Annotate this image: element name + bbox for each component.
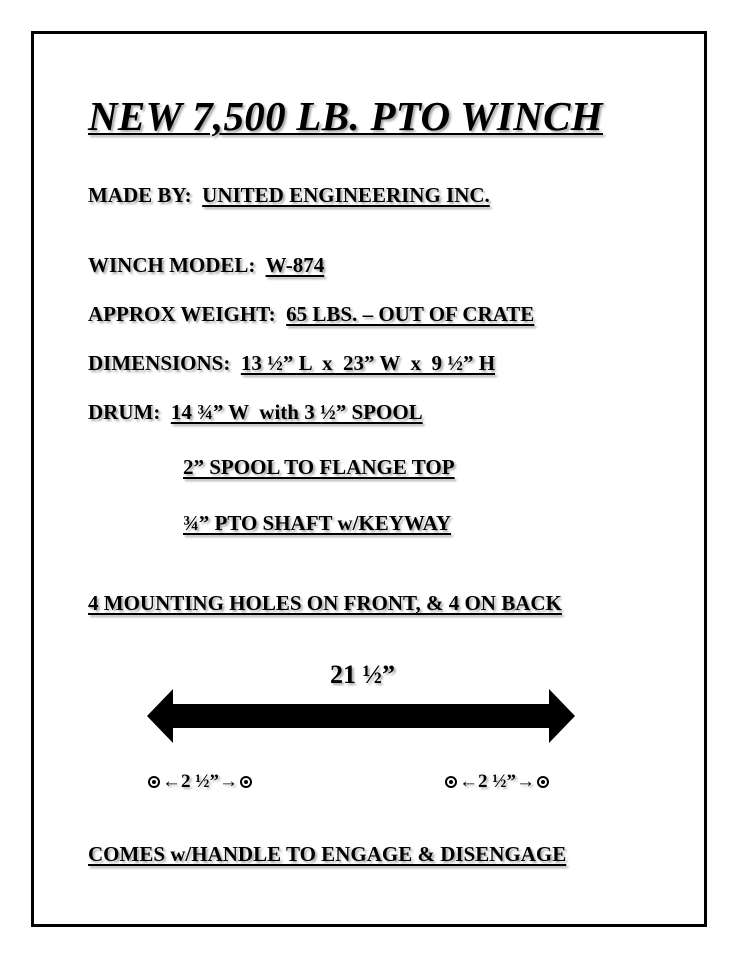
model-line (88, 253, 324, 278)
drum-pto-shaft: ¾” PTO SHAFT w/KEYWAY (183, 511, 452, 535)
left-hole-spacing (146, 771, 254, 793)
made-by-value: UNITED ENGINEERING INC. (202, 183, 490, 207)
dimensions-value: 13 ½” L x 23” W x 9 ½” H (240, 351, 496, 375)
drum-line (88, 400, 423, 425)
hole-icon (148, 776, 160, 788)
double-arrow-icon (147, 689, 575, 743)
dimensions-label: DIMENSIONS: (88, 351, 231, 375)
drum-label: DRUM: (88, 400, 161, 424)
right-hole-spacing (443, 771, 551, 793)
footer-note: COMES w/HANDLE TO ENGAGE & DISENGAGE (88, 842, 567, 866)
overall-width-label: 21 ½” (330, 660, 395, 689)
weight-label: APPROX WEIGHT: (88, 302, 276, 326)
model-label: WINCH MODEL: (88, 253, 256, 277)
hole-icon (445, 776, 457, 788)
model-value: W-874 (265, 253, 325, 277)
drum-value: 14 ¾” W with 3 ½” SPOOL (170, 400, 423, 424)
left-hole-spacing-label: ←2 ½”→ (162, 771, 238, 792)
made-by-line (88, 183, 490, 208)
page-title: NEW 7,500 LB. PTO WINCH (88, 93, 603, 139)
mounting-holes-line: 4 MOUNTING HOLES ON FRONT, & 4 ON BACK (88, 591, 562, 615)
hole-icon (240, 776, 252, 788)
drum-spool-flange: 2” SPOOL TO FLANGE TOP (183, 455, 455, 479)
dimensions-line (88, 351, 495, 376)
weight-value: 65 LBS. – OUT OF CRATE (286, 302, 535, 326)
right-hole-spacing-label: ←2 ½”→ (459, 771, 535, 792)
weight-line (88, 302, 534, 327)
made-by-label: MADE BY: (88, 183, 192, 207)
hole-icon (537, 776, 549, 788)
